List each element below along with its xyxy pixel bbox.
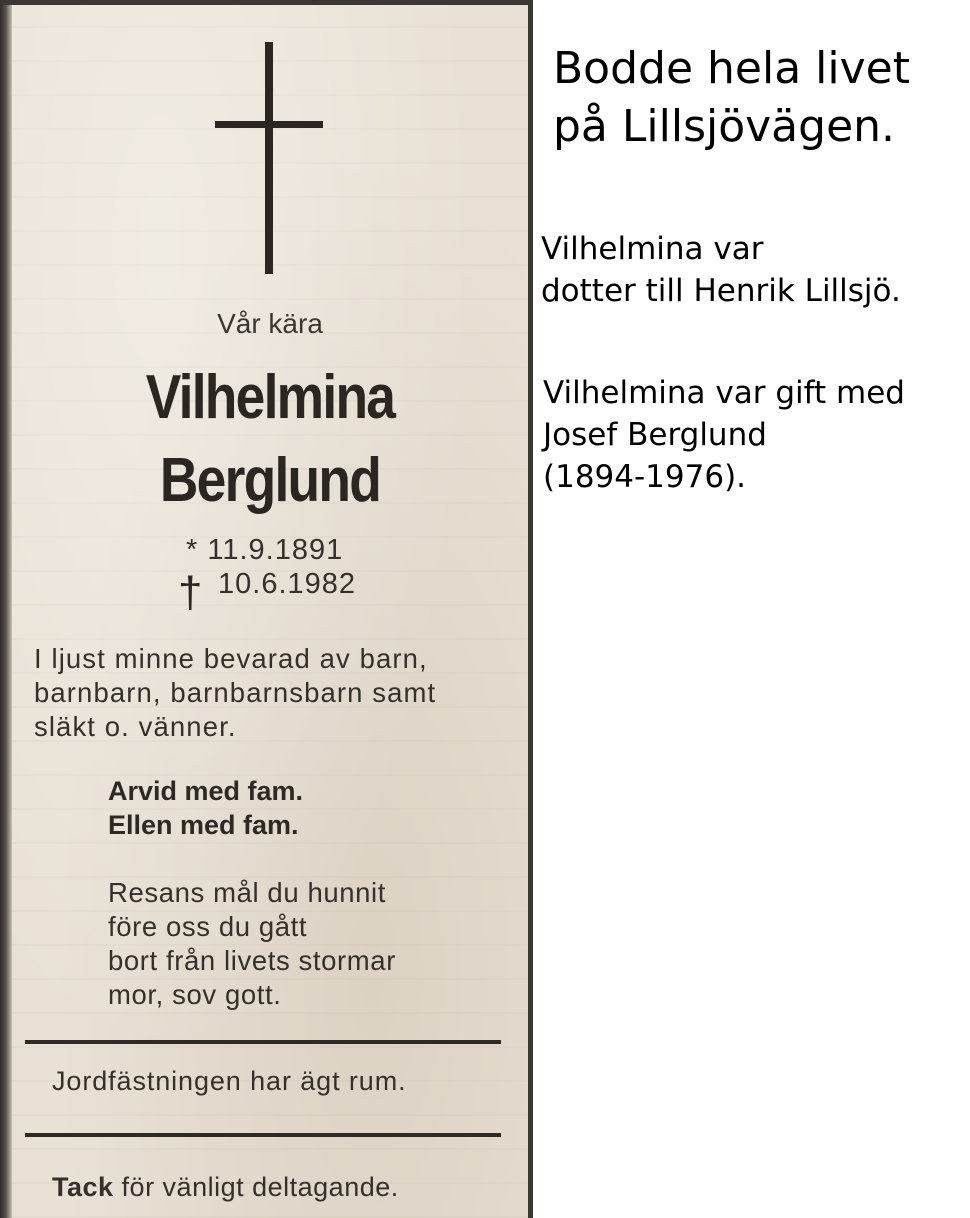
memory-line: barnbarn, barnbarnsbarn samt	[34, 677, 437, 708]
clipping-left-edge	[0, 0, 12, 1218]
divider	[25, 1133, 501, 1137]
memory-line: I ljust minne bevarad av barn,	[34, 643, 428, 674]
clipping-top-edge	[0, 0, 533, 5]
note-line: dotter till Henrik Lillsjö.	[541, 273, 901, 309]
dagger-icon: †	[178, 568, 203, 617]
note-line: Vilhelmina var	[541, 231, 764, 267]
annotation-parent-note	[541, 228, 901, 312]
poem-line: bort från livets stormar	[108, 945, 396, 976]
divider	[25, 1040, 501, 1044]
memory-text	[34, 642, 436, 744]
burial-notice: Jordfästningen har ägt rum.	[52, 1066, 407, 1096]
clipping-right-edge	[528, 0, 533, 1218]
cross-icon-horizontal	[215, 121, 323, 128]
headline-line: Bodde hela livet	[553, 43, 910, 94]
memory-line: släkt o. vänner.	[34, 711, 237, 742]
note-line: Vilhelmina var gift med	[543, 375, 905, 411]
cross-icon-vertical	[265, 42, 273, 274]
headline-line: på Lillsjövägen.	[553, 101, 896, 152]
intro-text: Vår kära	[217, 308, 323, 339]
annotation-headline	[553, 40, 910, 156]
family-line: Ellen med fam.	[108, 810, 299, 840]
death-date: 10.6.1982	[218, 568, 357, 600]
deceased-first-name: Vilhelmina	[145, 363, 395, 432]
thanks-rest: för vänligt deltagande.	[113, 1172, 399, 1202]
deceased-last-name: Berglund	[159, 446, 381, 515]
poem-line: före oss du gått	[108, 911, 308, 942]
annotation-spouse-note	[543, 372, 905, 498]
thanks-notice	[52, 1172, 399, 1203]
thanks-bold: Tack	[52, 1172, 114, 1202]
family-line: Arvid med fam.	[108, 776, 304, 806]
note-line: Josef Berglund	[543, 417, 767, 453]
poem-line: mor, sov gott.	[108, 979, 282, 1010]
birth-date: * 11.9.1891	[186, 534, 344, 566]
poem-line: Resans mål du hunnit	[108, 877, 386, 908]
note-line: (1894-1976).	[543, 459, 747, 495]
memorial-poem	[108, 876, 396, 1012]
family-signatures	[108, 774, 303, 842]
